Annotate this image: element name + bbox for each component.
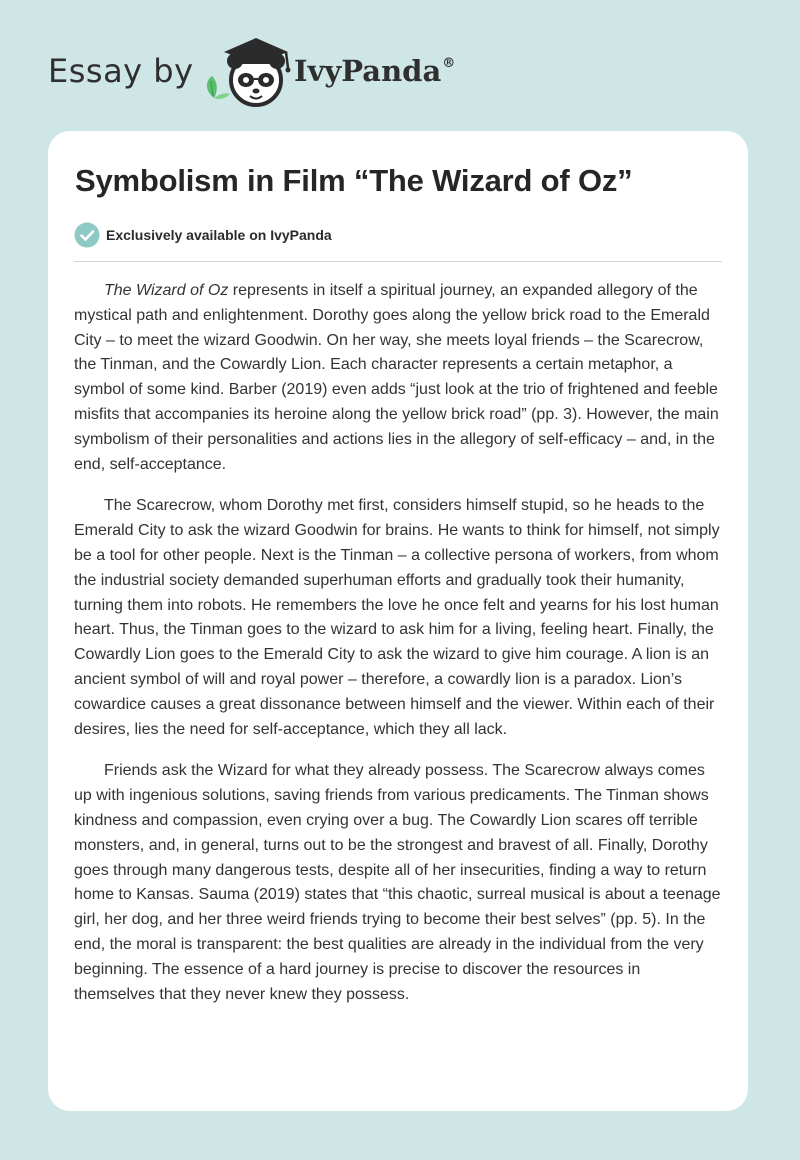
- registered-mark: ®: [442, 56, 456, 71]
- site-header: [48, 36, 488, 110]
- film-title-italic: The Wizard of Oz: [104, 282, 229, 299]
- exclusive-badge: [74, 222, 332, 248]
- essay-card: [48, 131, 748, 1111]
- paragraph-2: The Scarecrow, whom Dorothy met first, considers himself stupid, so he heads to the Emerald City to ask the wizard Goodwin for brains. He wants to think for himself, not simply be a tool for other people. Next is the Tinman – a collective persona of workers, from whom the industrial society demanded superhuman efforts and gradually took their humanity, turning them into robots. He remembers the love he once felt and yearns for his lost human heart. Thus, the Tinman goes to the wizard to ask him for a living, feeling heart. Finally, the Cowardly Lion goes to the Emerald City to ask the wizard to give him courage. A lion is an ancient symbol of will and royal power – therefore, a cowardly lion is a paradox. Lion’s cowardice causes a great dissonance between himself and the viewer. Within each of their desires, lies the need for self-acceptance, which they all lack.: [74, 497, 720, 738]
- exclusive-badge-text: Exclusively available on IvyPanda: [106, 227, 332, 243]
- check-circle-icon: [74, 222, 100, 248]
- paragraph-1: [74, 279, 724, 477]
- essay-body: [74, 279, 724, 1024]
- brand-name[interactable]: [294, 54, 455, 88]
- panda-graduate-icon: [198, 36, 294, 110]
- title-divider: [74, 261, 722, 262]
- page-title: Symbolism in Film “The Wizard of Oz”: [75, 163, 633, 198]
- brand-name-text: IvyPanda: [294, 54, 442, 88]
- brand-prefix: Essay by: [48, 52, 194, 90]
- paragraph-3: Friends ask the Wizard for what they already possess. The Scarecrow always comes up with ingenious solutions, saving friends from various predicaments. The Tinman shows kindness and compassion, even crying over a bug. The Cowardly Lion scares off terrible monsters, and, in general, turns out to be the strongest and bravest of all. Finally, Dorothy goes through many dangerous tests, despite all of her insecurities, finding a way to return home to Kansas. Sauma (2019) states that “this chaotic, surreal musical is about a teenage girl, her dog, and her three weird friends trying to become their best selves” (pp. 5). In the end, the moral is transparent: the best qualities are already in the individual from the very beginning. The essence of a hard journey is precise to discover the resources in themselves that they never knew they possess.: [74, 762, 721, 1003]
- paragraph-1-text: represents in itself a spiritual journey, an expanded allegory of the mystical path and enlightenment. Dorothy goes along the yellow brick road to the Emerald City – to meet the wizard Goodwin. On her way, she meets loyal friends – the Scarecrow, the Tinman, and the Cowardly Lion. Each character represents a certain metaphor, a symbol of some kind. Barber (2019) even adds “just look at the trio of frightened and feeble misfits that accompanies its heroine along the yellow brick road” (pp. 3). However, the main symbolism of their personalities and actions lies in the allegory of self-efficacy – and, in the end, self-acceptance.: [74, 282, 719, 473]
